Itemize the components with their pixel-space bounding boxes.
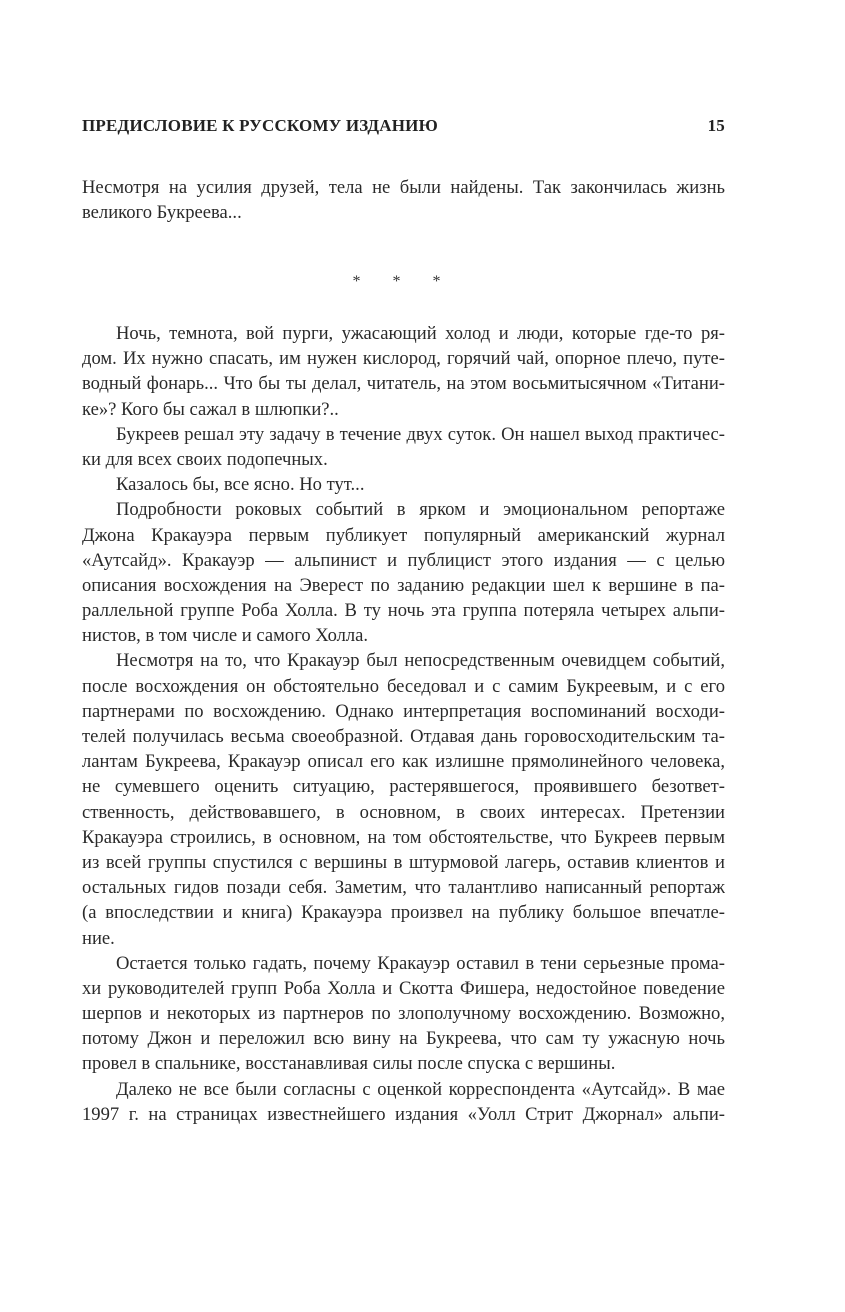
text-line: после восхождения он обстоятельно беседовал и с самим Букреевым, и с его xyxy=(82,675,725,697)
running-head xyxy=(82,116,725,140)
text-line: Кракауэра строились, в основном, на том обстоятельстве, что Букреев первым xyxy=(82,826,725,848)
body-text xyxy=(82,321,725,1127)
text-line: потому Джон и переложил всю вину на Букреева, что сам ту ужасную ночь xyxy=(82,1028,725,1050)
text-line: не сумевшего оценить ситуацию, растерявшегося, проявившего безответ- xyxy=(82,776,725,798)
text-line: ке»? Кого бы сажал в шлюпки?.. xyxy=(82,398,339,420)
chapter-title: ПРЕДИСЛОВИЕ К РУССКОМУ ИЗДАНИЮ xyxy=(82,116,438,135)
text-line: водный фонарь... Что бы ты делал, читатель, на этом восьмитысячном «Титани- xyxy=(82,373,725,395)
text-line: ние. xyxy=(82,927,115,949)
text-line: телей получилась весьма своеобразной. Отдавая дань горовосходительским та- xyxy=(82,726,725,747)
text-line: лантам Букреева, Кракауэр описал его как излишне прямолинейного человека, xyxy=(82,751,725,773)
text-line: Букреев решал эту задачу в течение двух суток. Он нашел выход практичес- xyxy=(116,423,725,445)
section-separator: * * * xyxy=(352,273,455,290)
text-line: Джона Кракауэра первым публикует популярный американский журнал xyxy=(82,524,725,546)
text-line: Несмотря на усилия друзей, тела не были найдены. Так закончилась жизнь xyxy=(82,177,725,198)
text-line: шерпов и некоторых из партнеров по злополучному восхождению. Возможно, xyxy=(82,1003,725,1025)
text-line: дом. Их нужно спасать, им нужен кислород, горячий чай, опорное плечо, путе- xyxy=(82,348,725,370)
text-line: раллельной группе Роба Холла. В ту ночь эта группа потеряла четырех альпи- xyxy=(82,600,725,622)
text-line: провел в спальнике, восстанавливая силы после спуска с вершины. xyxy=(82,1053,616,1075)
text-line: Далеко не все были согласны с оценкой корреспондента «Аутсайд». В мае xyxy=(116,1078,725,1100)
paragraph xyxy=(82,951,725,1077)
text-line: ственность, действовавшего, в основном, в своих интересах. Претензии xyxy=(82,801,725,823)
text-line: Ночь, темнота, вой пурги, ужасающий холод и люди, которые где-то ря- xyxy=(116,323,725,344)
text-line: великого Букреева... xyxy=(82,202,242,224)
page-number: 15 xyxy=(707,116,725,135)
text-line: ки для всех своих подопечных. xyxy=(82,448,328,470)
text-line: хи руководителей групп Роба Холла и Скотта Фишера, недостойное поведение xyxy=(82,977,725,999)
paragraph xyxy=(82,472,725,497)
text-line: Несмотря на то, что Кракауэр был непосредственным очевидцем событий, xyxy=(116,650,725,672)
paragraph xyxy=(82,321,725,422)
text-line: Подробности роковых событий в ярком и эмоциональном репортаже xyxy=(116,499,725,521)
opening-paragraph xyxy=(82,175,725,225)
text-line: из всей группы спустился с вершины в штурмовой лагерь, оставив клиентов и xyxy=(82,851,725,873)
text-line: партнерами по восхождению. Однако интерпретация воспоминаний восходи- xyxy=(82,700,725,722)
paragraph xyxy=(82,648,725,950)
text-line: Казалось бы, все ясно. Но тут... xyxy=(116,474,365,496)
text-line: описания восхождения на Эверест по заданию редакции шел к вершине в па- xyxy=(82,574,725,596)
text-line: нистов, в том числе и самого Холла. xyxy=(82,625,369,647)
text-line: Остается только гадать, почему Кракауэр оставил в тени серьезные прома- xyxy=(116,952,725,974)
text-line: остальных гидов позади себя. Заметим, что талантливо написанный репортаж xyxy=(82,877,725,899)
paragraph xyxy=(82,497,725,648)
text-line: (а впоследствии и книга) Кракауэра произвел на публику большое впечатле- xyxy=(82,902,725,924)
text-line: 1997 г. на страницах известнейшего издания «Уолл Стрит Джорнал» альпи- xyxy=(82,1103,725,1125)
text-line: «Аутсайд». Кракауэр — альпинист и публицист этого издания — с целью xyxy=(82,549,725,571)
paragraph xyxy=(82,1077,725,1127)
paragraph xyxy=(82,422,725,472)
